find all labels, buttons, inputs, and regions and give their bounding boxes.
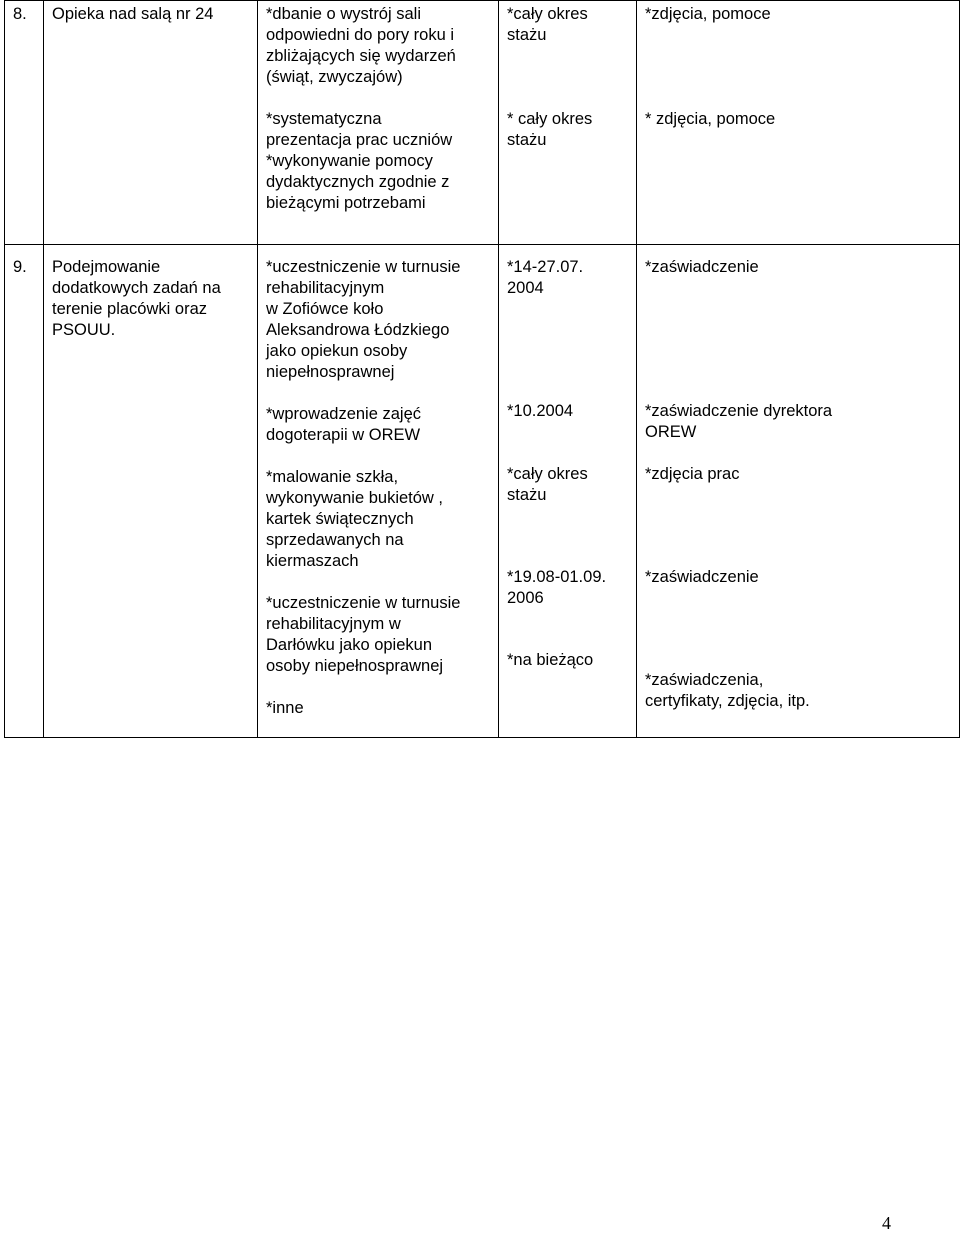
form-line: odpowiedni do pory roku i xyxy=(266,26,455,44)
form-line: *uczestniczenie w turnusie xyxy=(266,258,461,276)
term-line: *na bieżąco xyxy=(507,651,594,669)
task-cell xyxy=(44,245,258,738)
form-line: osoby niepełnosprawnej xyxy=(266,657,444,675)
term-entry xyxy=(507,650,630,671)
form-entry xyxy=(266,593,492,677)
term-entry xyxy=(507,401,630,422)
form-entry xyxy=(266,404,492,446)
term-cell xyxy=(499,1,637,245)
form-line: bieżącymi potrzebami xyxy=(266,194,426,212)
form-line: dogoterapii w OREW xyxy=(266,426,421,444)
proof-line: *zaświadczenia, xyxy=(645,671,764,689)
row-number-cell xyxy=(5,1,44,245)
row-number-cell xyxy=(5,245,44,738)
activities-table xyxy=(4,0,960,738)
proof-line: *zaświadczenie xyxy=(645,568,759,586)
proof-entry xyxy=(645,670,953,712)
form-line: prezentacja prac uczniów xyxy=(266,131,453,149)
proof-line: * zdjęcia, pomoce xyxy=(645,110,776,128)
form-line: *wprowadzenie zajęć xyxy=(266,405,422,423)
proof-entry xyxy=(645,464,953,485)
task-cell xyxy=(44,1,258,245)
form-line: *malowanie szkła, xyxy=(266,468,399,486)
table-row xyxy=(5,1,960,245)
term-cell xyxy=(499,245,637,738)
term-line: 2004 xyxy=(507,279,544,297)
page-number: 4 xyxy=(882,1213,891,1233)
term-line: stażu xyxy=(507,131,547,149)
task-line: terenie placówki oraz xyxy=(52,300,207,318)
term-entry xyxy=(507,257,630,299)
form-line: kartek świątecznych xyxy=(266,510,414,528)
form-cell xyxy=(258,1,499,245)
form-line: rehabilitacyjnym xyxy=(266,279,385,297)
term-line: stażu xyxy=(507,486,547,504)
term-entry xyxy=(507,567,630,609)
form-line: kiermaszach xyxy=(266,552,359,570)
form-line: jako opiekun osoby xyxy=(266,342,408,360)
term-line: stażu xyxy=(507,26,547,44)
form-cell xyxy=(258,245,499,738)
form-line: niepełnosprawnej xyxy=(266,363,395,381)
form-entry xyxy=(266,257,492,383)
term-entry xyxy=(507,464,630,506)
proof-line: OREW xyxy=(645,423,697,441)
form-line: zbliżających się wydarzeń xyxy=(266,47,456,65)
proof-cell xyxy=(637,1,960,245)
proof-cell xyxy=(637,245,960,738)
task-line: dodatkowych zadań na xyxy=(52,279,221,297)
form-line: *uczestniczenie w turnusie xyxy=(266,594,461,612)
proof-line: certyfikaty, zdjęcia, itp. xyxy=(645,692,810,710)
term-line: 2006 xyxy=(507,589,544,607)
term-entry xyxy=(507,4,630,46)
form-line: *inne xyxy=(266,699,304,717)
proof-entry xyxy=(645,401,953,443)
form-entry xyxy=(266,4,492,88)
form-line: dydaktycznych zgodnie z xyxy=(266,173,450,191)
form-line: Darłówku jako opiekun xyxy=(266,636,433,654)
form-line: (świąt, zwyczajów) xyxy=(266,68,403,86)
form-line: *wykonywanie pomocy xyxy=(266,152,433,170)
term-line: *cały okres xyxy=(507,5,588,23)
form-line: sprzedawanych na xyxy=(266,531,404,549)
form-entry xyxy=(266,467,492,572)
proof-entry xyxy=(645,4,953,25)
table-row xyxy=(5,245,960,738)
proof-entry xyxy=(645,567,953,588)
form-line: rehabilitacyjnym w xyxy=(266,615,401,633)
proof-line: *zaświadczenie xyxy=(645,258,759,276)
proof-line: *zdjęcia, pomoce xyxy=(645,5,771,23)
term-line: *cały okres xyxy=(507,465,588,483)
form-line: Aleksandrowa Łódzkiego xyxy=(266,321,450,339)
term-line: * cały okres xyxy=(507,110,593,128)
task-line: Podejmowanie xyxy=(52,258,161,276)
term-line: *19.08-01.09. xyxy=(507,568,607,586)
form-line: wykonywanie bukietów , xyxy=(266,489,444,507)
term-entry xyxy=(507,109,630,151)
form-line: w Zofiówce koło xyxy=(266,300,384,318)
form-entry xyxy=(266,109,492,214)
form-line: *systematyczna xyxy=(266,110,382,128)
proof-line: *zaświadczenie dyrektora xyxy=(645,402,833,420)
term-line: *10.2004 xyxy=(507,402,574,420)
task-line: Opieka nad salą nr 24 xyxy=(52,5,214,23)
row-number: 8. xyxy=(13,5,27,23)
term-line: *14-27.07. xyxy=(507,258,584,276)
task-line: PSOUU. xyxy=(52,321,116,339)
form-entry xyxy=(266,698,492,719)
proof-line: *zdjęcia prac xyxy=(645,465,740,483)
row-number: 9. xyxy=(13,258,27,276)
proof-entry xyxy=(645,257,953,278)
proof-entry xyxy=(645,109,953,130)
form-line: *dbanie o wystrój sali xyxy=(266,5,421,23)
